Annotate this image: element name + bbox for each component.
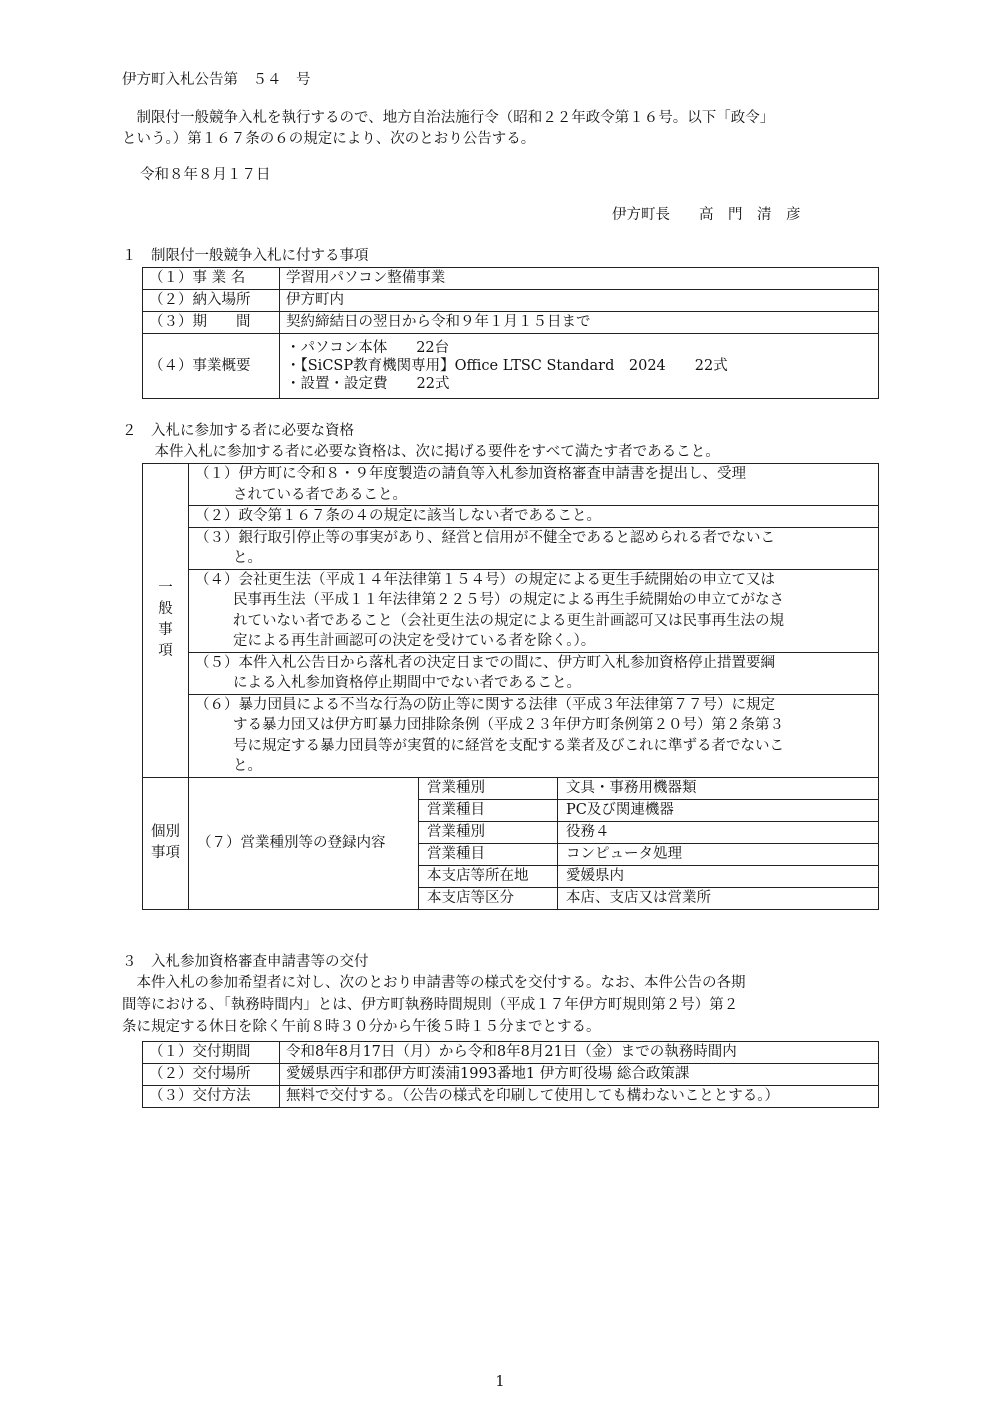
requirement-item xyxy=(189,694,879,777)
page-number: 1 xyxy=(495,1374,505,1390)
registration-value: コンピュータ処理 xyxy=(558,843,879,865)
registration-key: 営業種目 xyxy=(419,843,558,865)
row-label: （１）事 業 名 xyxy=(143,268,280,290)
registration-key: 本支店等区分 xyxy=(419,887,558,909)
list-item: ・パソコン本体 22台 xyxy=(286,340,450,357)
registration-key: 営業種別 xyxy=(419,821,558,843)
table-row xyxy=(143,569,879,652)
requirement-text: 定による再生計画認可の決定を受けている者を除く。）。 xyxy=(233,633,596,649)
intro-line-1: 制限付一般競争入札を執行するので、地方自治法施行令（昭和２２年政令第１６号。以下「政令」 xyxy=(122,110,775,126)
table-row xyxy=(143,464,879,506)
registration-value: 役務４ xyxy=(558,821,879,843)
requirement-text: 民事再生法（平成１１年法律第２２５号）の規定による再生手続開始の申立てがなさ xyxy=(233,592,784,608)
table-row xyxy=(143,1086,879,1108)
row-value: 契約締結日の翌日から令和９年１月１５日まで xyxy=(280,312,879,334)
row-value: 愛媛県西宇和郡伊方町湊浦1993番地1 伊方町役場 総合政策課 xyxy=(280,1064,879,1086)
section2-heading: ２ 入札に参加する者に必要な資格 xyxy=(122,423,354,439)
requirement-text: と。 xyxy=(233,550,262,566)
notice-number: 伊方町入札公告第 ５４ 号 xyxy=(122,72,311,88)
row-label: （３）期 間 xyxy=(143,312,280,334)
registration-value: 文具・事務用機器類 xyxy=(558,777,879,799)
table-row xyxy=(143,334,879,399)
requirement-text: する暴力団又は伊方町暴力団排除条例（平成２３年伊方町条例第２０号）第２条第３ xyxy=(233,717,784,733)
registration-value: 本店、支店又は営業所 xyxy=(558,887,879,909)
table-row xyxy=(143,1042,879,1064)
registration-value: PC及び関連機器 xyxy=(558,799,879,821)
row-value: 伊方町内 xyxy=(280,290,879,312)
section3-heading: ３ 入札参加資格審査申請書等の交付 xyxy=(122,954,369,970)
requirements-table xyxy=(142,463,879,910)
requirement-text: されている者であること。 xyxy=(233,486,407,503)
requirement-text: 号に規定する暴力団員等が実質的に経営を支配する業者及びこれに準ずる者でないこ xyxy=(233,737,784,754)
requirement-text: による入札参加資格停止期間中でない者であること。 xyxy=(233,675,581,691)
requirement-text: と。 xyxy=(233,758,262,774)
table-row xyxy=(143,694,879,777)
requirement-item xyxy=(189,652,879,694)
table-row xyxy=(143,777,879,799)
individual-label: 個別事項 xyxy=(143,777,189,909)
list-item: ・設置・設定費 22式 xyxy=(286,376,450,393)
requirement-text: （４）会社更生法（平成１４年法律第１５４号）の規定による更生手続開始の申立て又は xyxy=(195,571,775,588)
registration-key: 本支店等所在地 xyxy=(419,865,558,887)
section1-heading: １ 制限付一般競争入札に付する事項 xyxy=(122,248,369,264)
registration-label: （７）営業種別等の登録内容 xyxy=(189,777,419,909)
requirement-text: （３）銀行取引停止等の事実があり、経営と信用が不健全であると認められる者でないこ xyxy=(195,529,775,546)
table-row xyxy=(143,506,879,528)
table-row xyxy=(143,268,879,290)
list-item: ・【SiCSP教育機関専用】Office LTSC Standard 2024 22式 xyxy=(286,358,728,375)
table-row xyxy=(143,312,879,334)
section2-intro: 本件入札に参加する者に必要な資格は、次に掲げる要件をすべて満たす者であること。 xyxy=(140,444,720,460)
requirement-text: れていない者であること（会社更生法の規定による更生計画認可又は民事再生法の規 xyxy=(233,612,784,629)
row-label: （１）交付期間 xyxy=(143,1042,280,1064)
table-row xyxy=(143,527,879,569)
row-value: 令和8年8月17日（月）から令和8年8月21日（金）までの執務時間内 xyxy=(280,1042,879,1064)
intro-line-2: という。）第１６７条の６の規定により、次のとおり公告する。 xyxy=(122,131,536,147)
requirement-item xyxy=(189,527,879,569)
issuer: 伊方町長 高 門 清 彦 xyxy=(612,207,801,223)
requirement-text: （５）本件入札公告日から落札者の決定日までの間に、伊方町入札参加資格停止措置要綱 xyxy=(195,654,775,671)
row-label: （４）事業概要 xyxy=(143,334,280,399)
table-row xyxy=(143,1064,879,1086)
requirement-text: （６）暴力団員による不当な行為の防止等に関する法律（平成３年法律第７７号）に規定 xyxy=(195,696,775,713)
row-value: 無料で交付する。（公告の様式を印刷して使用しても構わないこととする。） xyxy=(280,1086,879,1108)
requirement-item xyxy=(189,464,879,506)
registration-key: 営業種目 xyxy=(419,799,558,821)
overview-list xyxy=(280,334,879,399)
requirement-text: （２）政令第１６７条の４の規定に該当しない者であること。 xyxy=(195,508,601,524)
general-label: 一般事項 xyxy=(143,464,189,778)
row-label: （３）交付方法 xyxy=(143,1086,280,1108)
section1-table xyxy=(142,267,879,399)
notice-date: 令和８年８月１７日 xyxy=(140,167,271,183)
row-label: （２）交付場所 xyxy=(143,1064,280,1086)
requirement-item xyxy=(189,569,879,652)
registration-value: 愛媛県内 xyxy=(558,865,879,887)
requirement-text: （１）伊方町に令和８・９年度製造の請負等入札参加資格審査申請書を提出し、受理 xyxy=(195,466,746,482)
section3-intro-line-2: 間等における、「執務時間内」とは、伊方町執務時間規則（平成１７年伊方町規則第２号）第２ xyxy=(122,997,739,1013)
section3-table xyxy=(142,1041,879,1108)
row-value: 学習用パソコン整備事業 xyxy=(280,268,879,290)
registration-key: 営業種別 xyxy=(419,777,558,799)
section3-intro-line-1: 本件入札の参加希望者に対し、次のとおり申請書等の様式を交付する。なお、本件公告の各期 xyxy=(122,975,746,991)
requirement-item xyxy=(189,506,879,528)
section3-intro-line-3: 条に規定する休日を除く午前８時３０分から午後５時１５分までとする。 xyxy=(122,1019,601,1035)
table-row xyxy=(143,290,879,312)
row-label: （２）納入場所 xyxy=(143,290,280,312)
table-row xyxy=(143,652,879,694)
